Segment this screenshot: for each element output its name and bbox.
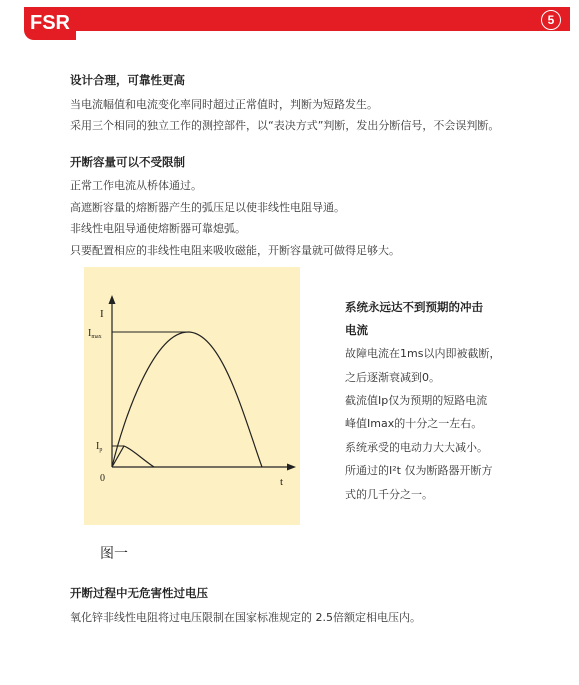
x-axis-arrow	[287, 464, 296, 471]
side-text-line: 所通过的I²t 仅为断路器开断方	[345, 464, 493, 477]
side-text-line: 式的几千分之一。	[345, 488, 433, 501]
paragraph-line: 只要配置相应的非线性电阻来吸收磁能，开断容量就可做得足够大。	[70, 244, 400, 257]
side-text-line: 故障电流在1ms以内即被截断，	[345, 347, 501, 360]
x-axis-label: t	[280, 476, 284, 488]
side-title-line: 系统永远达不到预期的冲击	[345, 300, 483, 314]
limited-current-curve	[112, 446, 154, 467]
side-text-line: 峰值Imax的十分之一左右。	[345, 417, 483, 430]
section-title-design: 设计合理，可靠性更高	[70, 73, 185, 87]
paragraph-line: 氧化锌非线性电阻将过电压限制在国家标准规定的 2.5倍额定相电压内。	[70, 611, 421, 624]
origin-label: 0	[100, 473, 105, 484]
paragraph-line: 高遮断容量的熔断器产生的弧压足以使非线性电阻导通。	[70, 201, 345, 214]
figure-caption: 图一	[100, 546, 128, 562]
section-title-overvoltage: 开断过程中无危害性过电压	[70, 586, 208, 600]
page-number-badge: 5	[541, 10, 561, 30]
paragraph-line: 当电流幅值和电流变化率同时超过正常值时，判断为短路发生。	[70, 98, 378, 111]
current-limiting-chart	[84, 267, 300, 525]
paragraph-line: 非线性电阻导通使熔断器可靠熄弧。	[70, 222, 246, 235]
imax-label: $I_{max}$	[88, 328, 102, 340]
section-title-capacity: 开断容量可以不受限制	[70, 155, 185, 169]
prospective-current-curve	[112, 332, 262, 467]
brand-logo: FSR	[24, 7, 76, 40]
side-title-line: 电流	[345, 323, 368, 337]
header-red-bar	[76, 7, 570, 31]
y-axis-label: I	[100, 308, 104, 320]
chart-svg	[84, 267, 300, 525]
y-axis-arrow	[109, 295, 116, 304]
side-text-line: 截流值Ip仅为预期的短路电流	[345, 394, 488, 407]
paragraph-line: 采用三个相同的独立工作的测控部件，以“表决方式”判断，发出分断信号，不会误判断。	[70, 119, 500, 132]
side-text-line: 之后逐渐衰减到0。	[345, 371, 440, 384]
paragraph-line: 正常工作电流从桥体通过。	[70, 179, 202, 192]
ip-label: $I_p$	[96, 441, 103, 453]
side-text-line: 系统承受的电动力大大减小。	[345, 441, 488, 454]
